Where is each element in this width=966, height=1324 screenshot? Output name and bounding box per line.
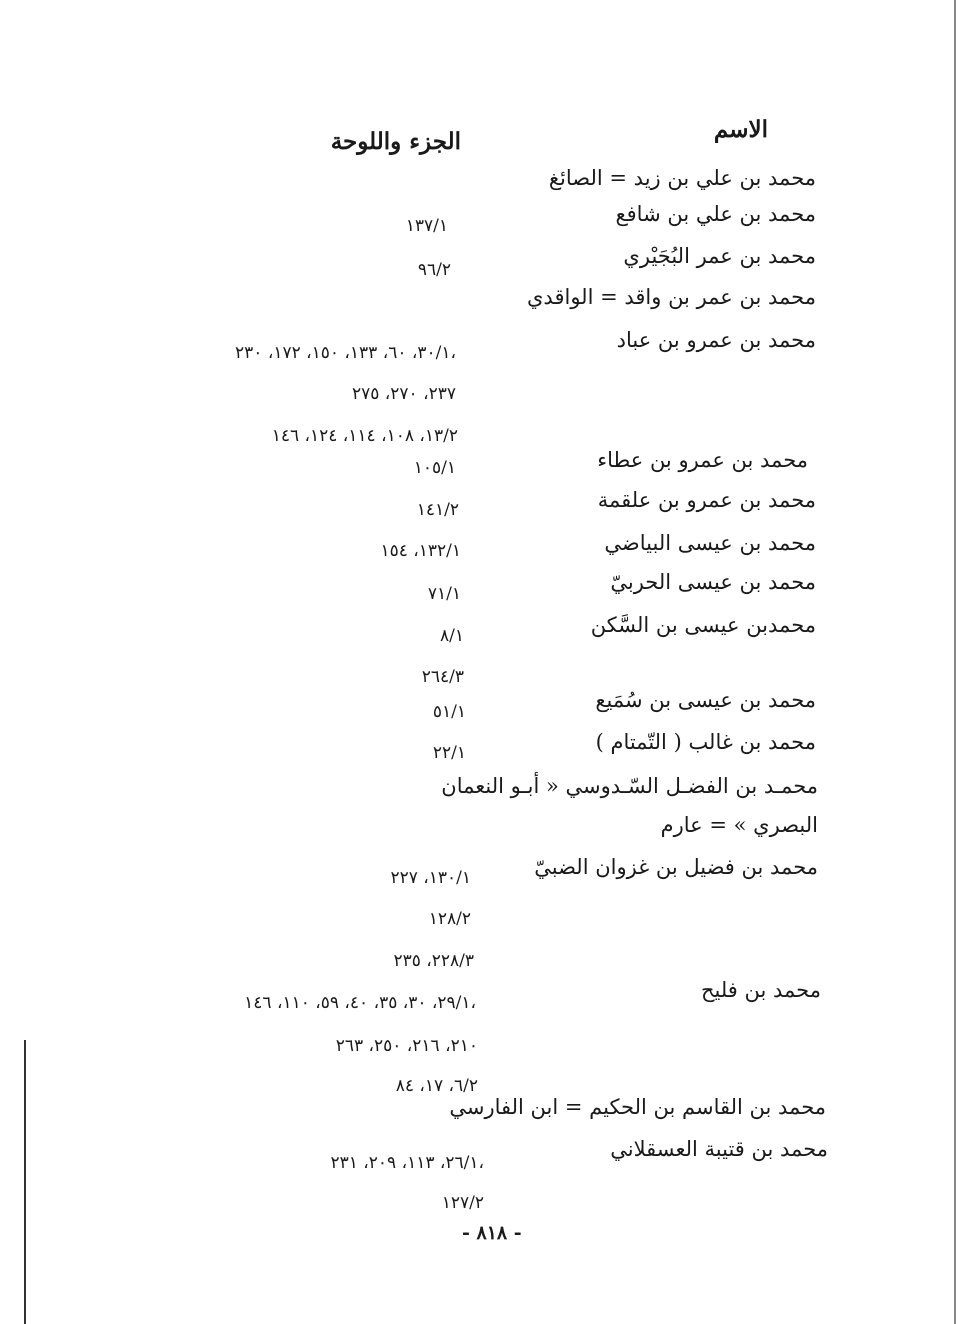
name-entry: محمد بن عمر بن واقد = الواقدي (527, 285, 816, 309)
reference-entry: ٢١٠، ٢١٦، ٢٥٠، ٢٦٣ (335, 1036, 478, 1056)
name-entry: محمد بن عيسى بن سُمَيع (595, 688, 816, 712)
name-entry: محمد بن علي بن زيد = الصائغ (548, 166, 816, 190)
reference-entry: ١٣٧/١ (405, 216, 448, 236)
reference-entry: ١٢٧/٢ (441, 1193, 484, 1213)
name-entry: محمدبن عيسى بن السَّكن (590, 613, 816, 637)
reference-entry: ٢٢/١ (432, 743, 466, 763)
name-entry: محمد بن عمر البُجَيْري (623, 244, 816, 268)
name-entry: محمد بن قتيبة العسقلاني (610, 1137, 828, 1161)
name-entry: محمد بن عيسى الحربيّ (610, 570, 816, 594)
name-entry: محمد بن فضيل بن غزوان الضبيّ (534, 855, 818, 879)
reference-entry: ٧١/١ (427, 584, 461, 604)
name-entry: محمد بن عمرو بن عطاء (597, 448, 808, 472)
name-entry: محمد بن القاسم بن الحكيم = ابن الفارسي (449, 1095, 826, 1119)
reference-column-header: الجزء واللوحة (330, 128, 461, 155)
reference-entry: ٢٢٨/٣، ٢٣٥ (393, 951, 474, 971)
name-entry: محمد بن عمرو بن عباد (616, 328, 816, 352)
name-entry: محمـد بن الفضـل السّـدوسي « أبـو النعمان (441, 774, 818, 798)
reference-entry: ٩٦/٢ (417, 260, 451, 280)
reference-entry: ١٠٥/١ (413, 458, 456, 478)
page-number: - ٨١٨ - (462, 1222, 522, 1244)
name-entry: محمد بن علي بن شافع (615, 202, 816, 226)
reference-entry: ١٢٨/٢ (428, 909, 471, 929)
name-column-header: الاسم (713, 116, 768, 143)
reference-entry: ٨/١ (440, 626, 464, 646)
reference-entry: ١٤١/٢ (416, 500, 459, 520)
reference-entry: ٥١/١ (432, 702, 466, 722)
page-edge-right (954, 0, 956, 1324)
name-entry: محمد بن غالب ( التّمتام ) (595, 730, 816, 754)
reference-entry: ٢٦/١، ١١٣، ٢٠٩، ٢٣١، (330, 1153, 484, 1173)
name-entry: البصري » = عارم (660, 813, 818, 837)
name-entry: محمد بن فليح (700, 978, 821, 1002)
reference-entry: ١٣/٢، ١٠٨، ١١٤، ١٢٤، ١٤٦ (271, 426, 458, 446)
reference-entry: ٦/٢، ١٧، ٨٤ (395, 1076, 478, 1096)
reference-entry: ٣٠/١، ٦٠، ١٣٣، ١٥٠، ١٧٢، ٢٣٠، (235, 343, 456, 363)
name-entry: محمد بن عمرو بن علقمة (597, 488, 816, 512)
reference-entry: ١٣٢/١، ١٥٤ (380, 541, 461, 561)
reference-entry: ٢٣٧، ٢٧٠، ٢٧٥ (352, 384, 456, 404)
reference-entry: ١٣٠/١، ٢٢٧ (390, 868, 471, 888)
reference-entry: ٢٩/١، ٣٠، ٣٥، ٤٠، ٥٩، ١١٠، ١٤٦، (244, 993, 476, 1013)
name-entry: محمد بن عيسى البياضي (604, 531, 816, 555)
page-edge-left (24, 1040, 26, 1324)
reference-entry: ٢٦٤/٣ (421, 667, 464, 687)
